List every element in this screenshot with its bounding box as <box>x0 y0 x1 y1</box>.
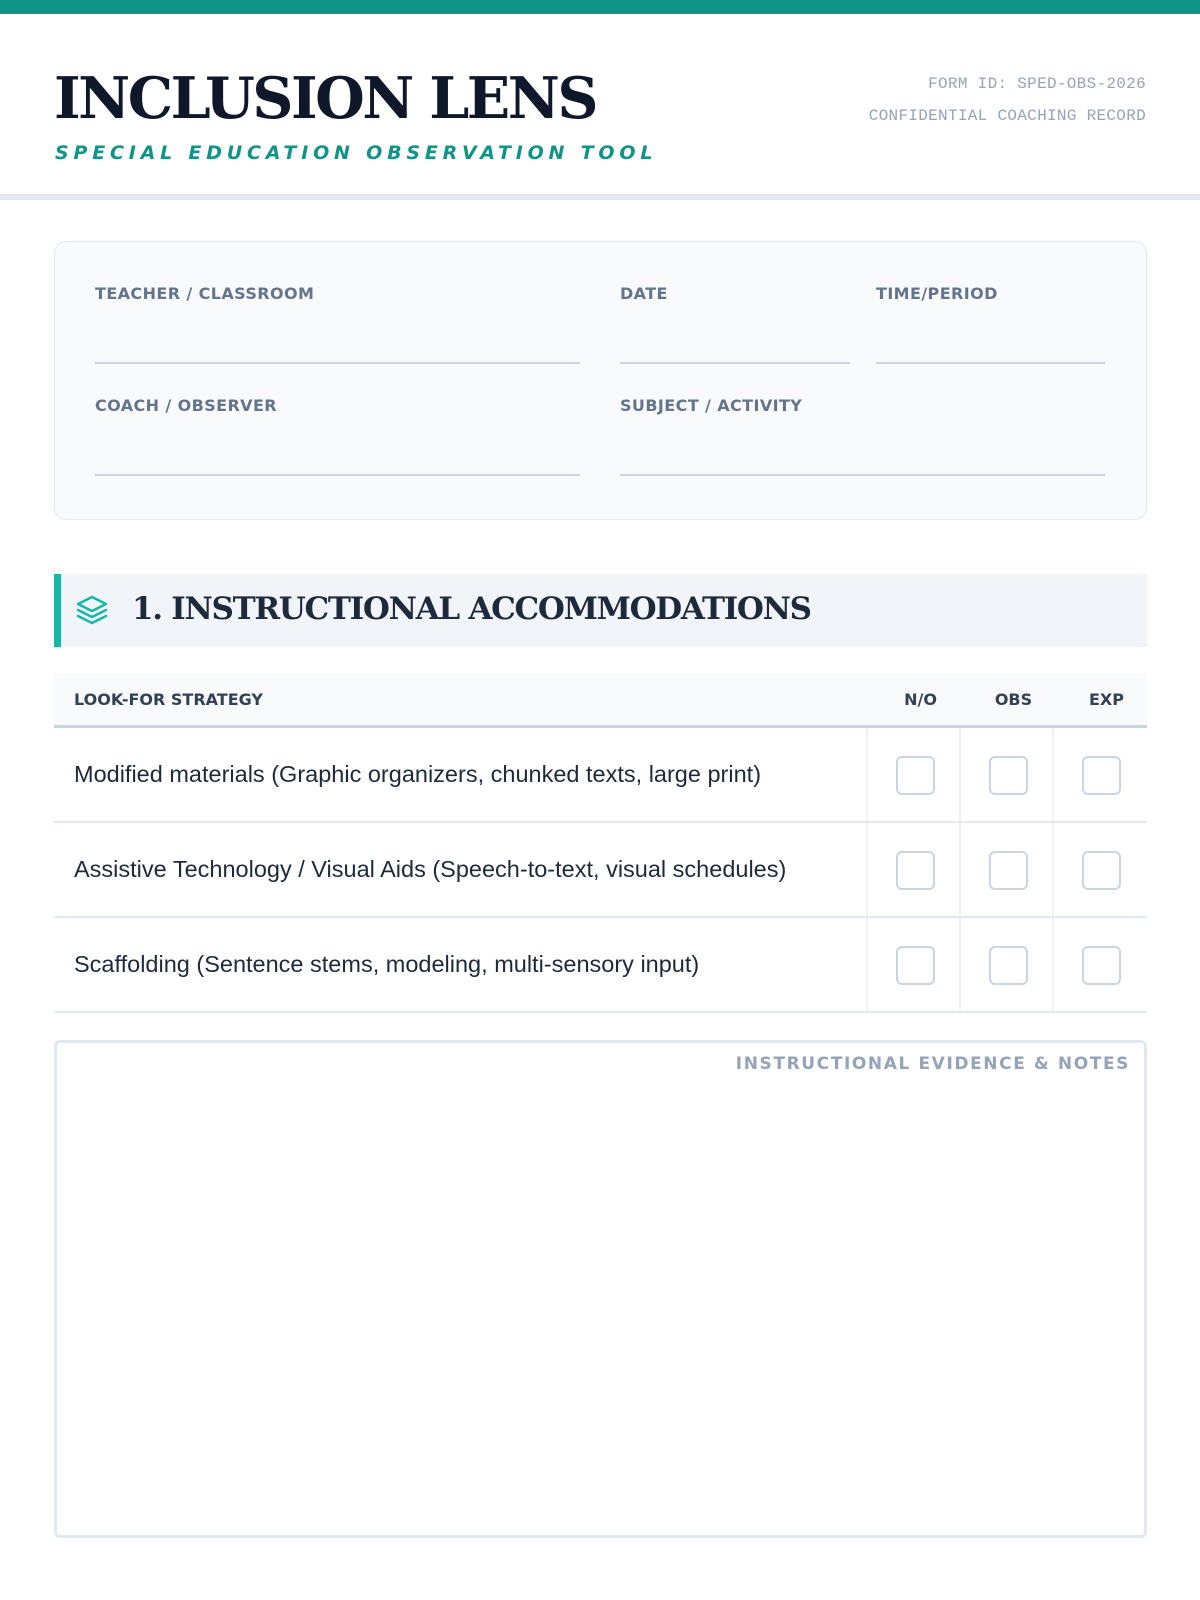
section-header <box>54 574 1147 647</box>
header-exemplary: EXP <box>1089 690 1124 709</box>
cell-exemplary <box>1052 918 1145 1011</box>
date-input-line[interactable] <box>620 362 850 364</box>
exemplary-checkbox[interactable] <box>1082 946 1121 985</box>
observation-info-card <box>54 241 1147 520</box>
time-label: TIME/PERIOD <box>876 284 998 303</box>
date-label: DATE <box>620 284 668 303</box>
table-row <box>54 823 1147 918</box>
teacher-field[interactable] <box>95 284 314 303</box>
form-meta <box>869 68 1146 132</box>
header-strategy: LOOK-FOR STRATEGY <box>74 690 264 709</box>
coach-field[interactable] <box>95 396 277 415</box>
layers-icon <box>75 593 109 627</box>
page-subtitle: SPECIAL EDUCATION OBSERVATION TOOL <box>55 142 658 164</box>
section-title: 1. INSTRUCTIONAL ACCOMMODATIONS <box>132 591 811 627</box>
cell-observed <box>959 918 1052 1011</box>
subject-input-line[interactable] <box>620 474 1105 476</box>
header-observed: OBS <box>994 690 1033 709</box>
cell-observed <box>959 728 1052 821</box>
strategy-text: Assistive Technology / Visual Aids (Speech-to-text, visual schedules) <box>74 856 787 882</box>
page-header <box>0 14 1200 200</box>
cell-not-observed <box>866 728 959 821</box>
notes-label: INSTRUCTIONAL EVIDENCE & NOTES <box>735 1054 1130 1074</box>
subject-label: SUBJECT / ACTIVITY <box>620 396 803 415</box>
time-field[interactable] <box>876 284 998 303</box>
teacher-input-line[interactable] <box>95 362 580 364</box>
teacher-label: TEACHER / CLASSROOM <box>95 284 315 303</box>
table-header <box>54 674 1147 728</box>
observed-checkbox[interactable] <box>989 946 1028 985</box>
cell-not-observed <box>866 918 959 1011</box>
look-for-table <box>54 674 1147 1013</box>
notes-area[interactable] <box>54 1040 1147 1538</box>
coach-label: COACH / OBSERVER <box>95 396 278 415</box>
strategy-text: Modified materials (Graphic organizers, chunked texts, large print) <box>74 761 762 787</box>
subject-field[interactable] <box>620 396 802 415</box>
cell-exemplary <box>1052 823 1145 916</box>
exemplary-checkbox[interactable] <box>1082 756 1121 795</box>
form-id: FORM ID: SPED-OBS-2026 <box>928 75 1146 93</box>
date-field[interactable] <box>620 284 668 303</box>
cell-exemplary <box>1052 728 1145 821</box>
not-observed-checkbox[interactable] <box>896 946 935 985</box>
not-observed-checkbox[interactable] <box>896 756 935 795</box>
top-accent-bar <box>0 0 1200 14</box>
cell-not-observed <box>866 823 959 916</box>
table-row <box>54 728 1147 823</box>
record-type: CONFIDENTIAL COACHING RECORD <box>868 107 1146 125</box>
observed-checkbox[interactable] <box>989 756 1028 795</box>
time-input-line[interactable] <box>876 362 1105 364</box>
strategy-text: Scaffolding (Sentence stems, modeling, multi-sensory input) <box>74 951 700 977</box>
exemplary-checkbox[interactable] <box>1082 851 1121 890</box>
table-row <box>54 918 1147 1013</box>
page-title: INCLUSION LENS <box>54 65 597 132</box>
coach-input-line[interactable] <box>95 474 580 476</box>
header-not-observed: N/O <box>904 690 937 709</box>
cell-observed <box>959 823 1052 916</box>
observed-checkbox[interactable] <box>989 851 1028 890</box>
not-observed-checkbox[interactable] <box>896 851 935 890</box>
